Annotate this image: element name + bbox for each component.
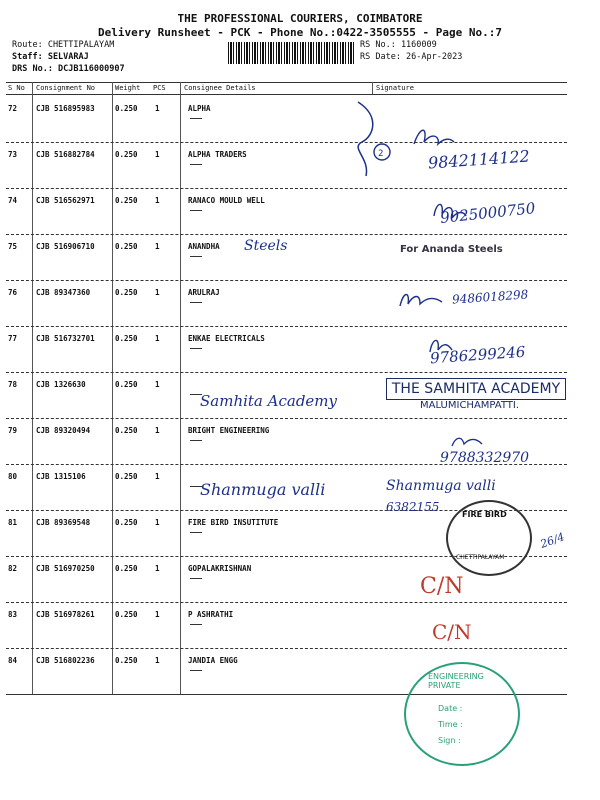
row-consignment-no: CJB 516970250	[36, 564, 95, 573]
row-dash-mark	[190, 118, 202, 119]
row-pcs: 1	[155, 150, 160, 159]
row-weight: 0.250	[115, 334, 138, 343]
row-pcs: 1	[155, 564, 160, 573]
row-pcs: 1	[155, 380, 160, 389]
row-consignee: ENKAE ELECTRICALS	[188, 334, 265, 343]
row-pcs: 1	[155, 610, 160, 619]
row-weight: 0.250	[115, 472, 138, 481]
firebird-round-stamp	[446, 500, 532, 576]
row-pcs: 1	[155, 196, 160, 205]
row-sno: 84	[8, 656, 18, 665]
col-header-pcs: PCS	[153, 84, 166, 92]
row-weight: 0.250	[115, 288, 138, 297]
row-sno: 79	[8, 426, 18, 435]
handwritten-phone-77: 9786299246	[429, 342, 526, 368]
handwritten-samhita: Samhita Academy	[200, 392, 337, 410]
row-consignee: RANACO MOULD WELL	[188, 196, 265, 205]
col-header-consignee: Consignee Details	[184, 84, 256, 92]
row-weight: 0.250	[115, 518, 138, 527]
firebird-stamp-top: FIRE BIRD	[462, 510, 507, 519]
row-consignment-no: CJB 516906710	[36, 242, 95, 251]
row-consignee: GOPALAKRISHNAN	[188, 564, 252, 573]
row-separator	[6, 602, 567, 603]
barcode	[228, 42, 354, 64]
row-weight: 0.250	[115, 380, 138, 389]
row-consignee: ARULRAJ	[188, 288, 220, 297]
row-pcs: 1	[155, 656, 160, 665]
rs-date-label: RS Date: 26-Apr-2023	[360, 52, 463, 62]
handwritten-date-81: 26/4	[538, 530, 567, 551]
svg-text:2: 2	[378, 149, 384, 159]
handwritten-steels: Steels	[244, 238, 288, 254]
row-consignment-no: CJB 89369548	[36, 518, 91, 527]
row-dash-mark	[190, 624, 202, 625]
eng-stamp-sign: Sign :	[438, 736, 461, 745]
firebird-stamp-bottom: CHETTIPALAYAM	[456, 554, 505, 561]
row-consignee: P ASHRATHI	[188, 610, 234, 619]
row-dash-mark	[190, 440, 202, 441]
row-separator	[6, 326, 567, 327]
row-separator	[6, 234, 567, 235]
row-sno: 74	[8, 196, 18, 205]
row-consignment-no: CJB 1315106	[36, 472, 86, 481]
row-pcs: 1	[155, 288, 160, 297]
row-dash-mark	[190, 164, 202, 165]
row-sno: 77	[8, 334, 18, 343]
row-sno: 81	[8, 518, 18, 527]
eng-stamp-date: Date :	[438, 704, 463, 713]
ananda-steels-stamp: For Ananda Steels	[400, 244, 503, 255]
row-consignee: ALPHA TRADERS	[188, 150, 247, 159]
row-sno: 78	[8, 380, 18, 389]
handwritten-phone-79: 9788332970	[440, 450, 530, 466]
eng-stamp-time: Time :	[438, 720, 463, 729]
row-consignee: FIRE BIRD INSUTITUTE	[188, 518, 279, 527]
row-separator	[6, 280, 567, 281]
row-consignment-no: CJB 516882784	[36, 150, 95, 159]
row-weight: 0.250	[115, 564, 138, 573]
row-pcs: 1	[155, 472, 160, 481]
runsheet-subtitle: Delivery Runsheet - PCK - Phone No.:0422-3505555 - Page No.:7	[98, 26, 502, 39]
handwritten-shanmuga: Shanmuga valli	[200, 480, 326, 499]
drs-label: DRS No.: DCJB116000907	[12, 64, 125, 74]
row-consignee: ANANDHA	[188, 242, 220, 251]
row-consignment-no: CJB 516978261	[36, 610, 95, 619]
row-consignee: BRIGHT ENGINEERING	[188, 426, 270, 435]
handwritten-phone-80: 6382155	[386, 500, 440, 514]
col-header-weight: Weight	[115, 84, 141, 92]
row-weight: 0.250	[115, 104, 138, 113]
col-divider	[372, 82, 373, 94]
company-title: THE PROFESSIONAL COURIERS, COIMBATORE	[177, 12, 423, 25]
handwritten-phone-74: 9025000750	[439, 199, 537, 227]
eng-stamp-ring-text: ENGINEERING PRIVATE	[428, 672, 484, 690]
row-consignment-no: CJB 89320494	[36, 426, 91, 435]
row-pcs: 1	[155, 426, 160, 435]
row-consignment-no: CJB 516562971	[36, 196, 95, 205]
row-dash-mark	[190, 302, 202, 303]
signature-76	[396, 286, 446, 312]
route-label: Route: CHETTIPALAYAM	[12, 40, 115, 50]
row-sno: 73	[8, 150, 18, 159]
staff-label: Staff: SELVARAJ	[12, 52, 89, 62]
row-pcs: 1	[155, 242, 160, 251]
row-consignee: JANDIA ENGG	[188, 656, 238, 665]
handwritten-cn-82: C/N	[420, 574, 464, 599]
row-separator	[6, 188, 567, 189]
rs-no-label: RS No.: 1160009	[360, 40, 437, 50]
row-pcs: 1	[155, 104, 160, 113]
col-header-signature: Signature	[376, 84, 414, 92]
engineering-round-stamp	[404, 662, 520, 766]
row-separator	[6, 372, 567, 373]
row-sno: 75	[8, 242, 18, 251]
row-sno: 80	[8, 472, 18, 481]
row-consignment-no: CJB 1326630	[36, 380, 86, 389]
row-weight: 0.250	[115, 656, 138, 665]
handwritten-phone-73: 9842114122	[427, 146, 531, 173]
row-sno: 83	[8, 610, 18, 619]
row-weight: 0.250	[115, 150, 138, 159]
row-pcs: 1	[155, 334, 160, 343]
row-weight: 0.250	[115, 242, 138, 251]
row-dash-mark	[190, 348, 202, 349]
row-weight: 0.250	[115, 610, 138, 619]
row-dash-mark	[190, 256, 202, 257]
handwritten-phone-76: 9486018298	[451, 287, 529, 307]
row-consignee: ALPHA	[188, 104, 211, 113]
row-separator	[6, 418, 567, 419]
handwritten-signature-80: Shanmuga valli	[386, 478, 496, 494]
row-sno: 82	[8, 564, 18, 573]
samhita-stamp-name: THE SAMHITA ACADEMY	[386, 378, 566, 400]
col-header-consignment: Consignment No	[36, 84, 96, 92]
bracket-scribble	[340, 96, 400, 216]
table-top-border	[6, 82, 567, 83]
row-sno: 76	[8, 288, 18, 297]
row-separator	[6, 648, 567, 649]
col-header-sno: S No	[8, 84, 25, 92]
row-consignment-no: CJB 516895983	[36, 104, 95, 113]
row-weight: 0.250	[115, 196, 138, 205]
row-separator	[6, 142, 567, 143]
signature-79	[448, 432, 488, 452]
row-dash-mark	[190, 578, 202, 579]
row-weight: 0.250	[115, 426, 138, 435]
row-consignment-no: CJB 516732701	[36, 334, 95, 343]
row-pcs: 1	[155, 518, 160, 527]
row-dash-mark	[190, 532, 202, 533]
row-sno: 72	[8, 104, 18, 113]
signature-73	[410, 122, 460, 152]
row-dash-mark	[190, 210, 202, 211]
row-consignment-no: CJB 516802236	[36, 656, 95, 665]
row-dash-mark	[190, 670, 202, 671]
handwritten-cn-83: C/N	[432, 620, 472, 644]
row-consignment-no: CJB 89347360	[36, 288, 91, 297]
samhita-stamp-place: MALUMICHAMPATTI.	[420, 400, 520, 411]
header-bottom-border	[6, 94, 567, 95]
